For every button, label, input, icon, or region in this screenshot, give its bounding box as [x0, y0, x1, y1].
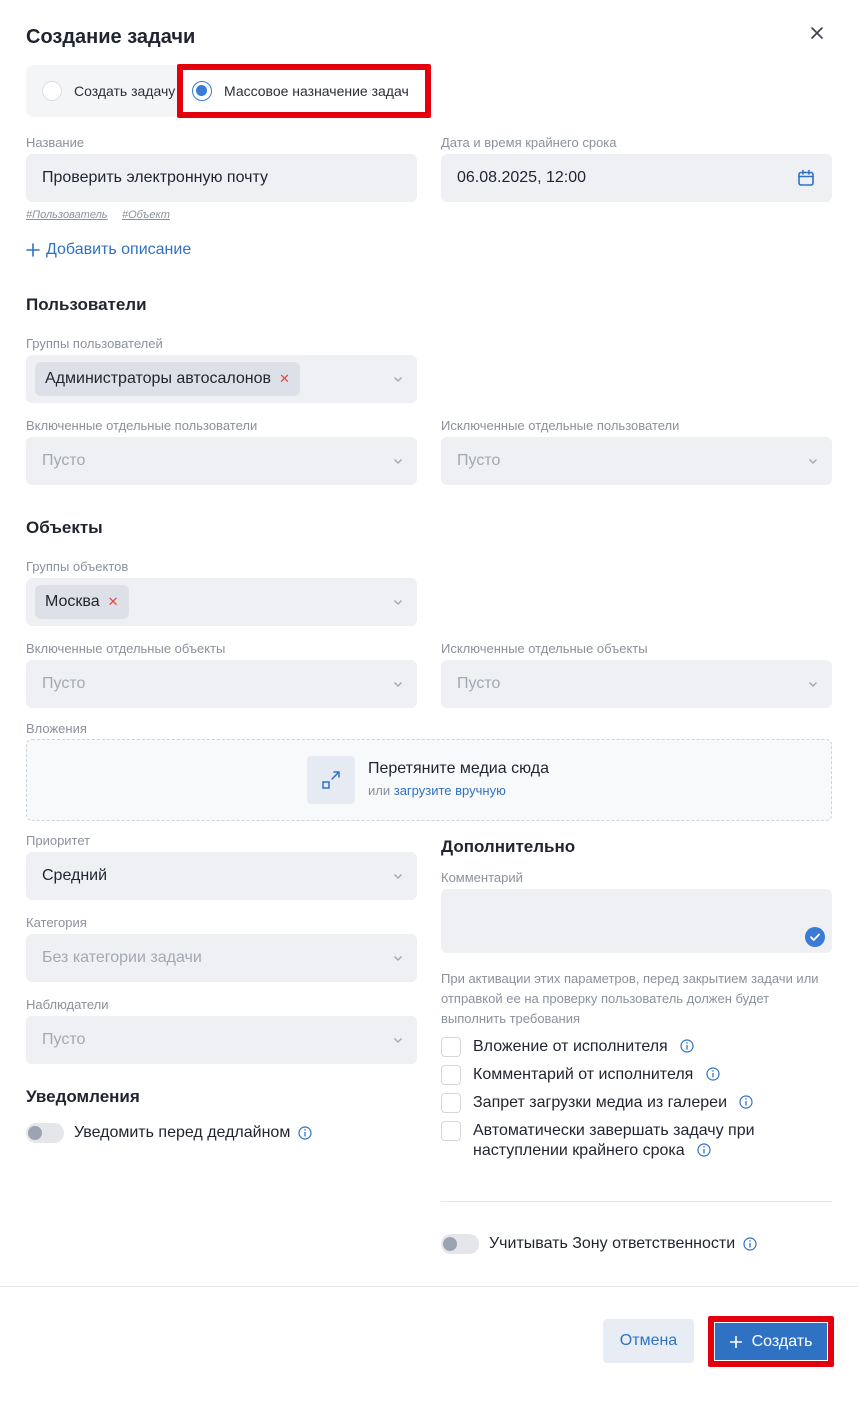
name-input[interactable] — [26, 154, 417, 202]
observers-select[interactable] — [26, 1016, 417, 1064]
priority-value: Средний — [42, 867, 108, 884]
dialog-title: Создание задачи — [26, 26, 196, 48]
object-groups-select[interactable] — [26, 578, 417, 626]
mode-mass-label: Массовое назначение задач — [224, 83, 409, 99]
excluded-users-value: Пусто — [457, 452, 501, 469]
requirements-hint: При активации этих параметров, перед закрытием задачи или отправкой ее на проверку пользователь должен будет выполнить требования — [441, 971, 819, 1026]
add-description-label: Добавить описание — [46, 241, 192, 258]
info-icon[interactable] — [298, 1126, 312, 1140]
tag-object-link[interactable]: #Объект — [122, 209, 170, 221]
users-section-title: Пользователи — [26, 295, 147, 314]
footer-divider — [0, 1286, 858, 1287]
remove-chip-icon[interactable]: ✕ — [107, 594, 119, 609]
chevron-down-icon — [393, 375, 403, 383]
dropzone-or: или — [368, 783, 391, 798]
included-objects-value: Пусто — [42, 675, 86, 692]
object-group-chip-label: Москва — [45, 593, 100, 610]
check-label-autocomplete: Автоматически завершать задачу при наступлении крайнего срока — [473, 1122, 755, 1159]
checkbox-comment[interactable] — [441, 1065, 461, 1085]
excluded-objects-select[interactable] — [441, 660, 832, 708]
deadline-notify-row — [26, 1123, 312, 1143]
check-label-attachment: Вложение от исполнителя — [473, 1038, 668, 1055]
included-users-select[interactable] — [26, 437, 417, 485]
check-row-attachment — [441, 1037, 694, 1057]
comment-label: Комментарий — [441, 870, 523, 885]
excluded-objects-value: Пусто — [457, 675, 501, 692]
chevron-down-icon — [808, 457, 818, 465]
user-groups-label: Группы пользователей — [26, 336, 163, 351]
zone-row — [441, 1234, 757, 1254]
check-row-autocomplete — [441, 1121, 781, 1161]
info-icon[interactable] — [680, 1039, 694, 1053]
category-label: Категория — [26, 915, 87, 930]
extra-section-title: Дополнительно — [441, 837, 576, 856]
mode-single-label: Создать задачу — [74, 83, 176, 99]
chevron-down-icon — [808, 680, 818, 688]
upload-manually-link[interactable]: загрузите вручную — [393, 783, 506, 798]
chevron-down-icon — [393, 680, 403, 688]
observers-label: Наблюдатели — [26, 997, 109, 1012]
observers-value: Пусто — [42, 1031, 86, 1048]
user-groups-select[interactable] — [26, 355, 417, 403]
object-groups-label: Группы объектов — [26, 559, 129, 574]
plus-icon — [26, 243, 40, 257]
highlight-mass-mode — [177, 64, 431, 118]
check-row-comment — [441, 1065, 720, 1085]
radio-single[interactable] — [42, 81, 62, 101]
deadline-notify-toggle[interactable] — [26, 1123, 64, 1143]
tag-user-link[interactable]: #Пользователь — [26, 209, 108, 221]
notifications-section-title: Уведомления — [26, 1087, 140, 1106]
deadline-label: Дата и время крайнего срока — [441, 135, 617, 150]
deadline-notify-label: Уведомить перед дедлайном — [74, 1124, 291, 1141]
zone-toggle-label: Учитывать Зону ответственности — [489, 1235, 736, 1252]
objects-section-title: Объекты — [26, 518, 103, 537]
attachments-label: Вложения — [26, 721, 87, 736]
cancel-button[interactable]: Отмена — [603, 1319, 694, 1363]
calendar-icon[interactable] — [797, 169, 815, 192]
extra-divider — [441, 1201, 832, 1202]
remove-chip-icon[interactable]: ✕ — [279, 371, 290, 386]
deadline-value: 06.08.2025, 12:00 — [457, 169, 587, 186]
info-icon[interactable] — [697, 1143, 711, 1157]
excluded-users-select[interactable] — [441, 437, 832, 485]
media-dropzone[interactable] — [26, 739, 832, 821]
check-circle-icon — [805, 927, 825, 947]
zone-toggle[interactable] — [441, 1234, 479, 1254]
check-label-comment: Комментарий от исполнителя — [473, 1066, 694, 1083]
name-value: Проверить электронную почту — [42, 169, 268, 186]
chevron-down-icon — [393, 457, 403, 465]
object-group-chip — [35, 585, 129, 619]
included-users-label: Включенные отдельные пользователи — [26, 418, 258, 433]
info-icon[interactable] — [739, 1095, 753, 1109]
category-select[interactable] — [26, 934, 417, 982]
comment-textarea[interactable] — [441, 889, 832, 953]
checkbox-gallery[interactable] — [441, 1093, 461, 1113]
dropzone-title: Перетяните медиа сюда — [368, 760, 549, 777]
plus-icon — [730, 1336, 742, 1348]
user-group-chip — [35, 362, 300, 396]
chevron-down-icon — [393, 598, 403, 606]
name-label: Название — [26, 135, 85, 150]
chevron-down-icon — [393, 954, 403, 962]
create-button-label: Создать — [751, 1332, 813, 1350]
chevron-down-icon — [393, 872, 403, 880]
included-objects-label: Включенные отдельные объекты — [26, 641, 226, 656]
check-label-gallery: Запрет загрузки медиа из галереи — [473, 1094, 728, 1111]
deadline-input[interactable] — [441, 154, 832, 202]
info-icon[interactable] — [743, 1237, 757, 1251]
excluded-objects-label: Исключенные отдельные объекты — [441, 641, 648, 656]
checkbox-autocomplete[interactable] — [441, 1121, 461, 1141]
mode-single-option[interactable] — [42, 65, 175, 117]
chevron-down-icon — [393, 1036, 403, 1044]
expand-icon — [307, 756, 355, 804]
included-users-value: Пусто — [42, 452, 86, 469]
included-objects-select[interactable] — [26, 660, 417, 708]
excluded-users-label: Исключенные отдельные пользователи — [441, 418, 680, 433]
check-row-gallery — [441, 1093, 753, 1113]
priority-select[interactable] — [26, 852, 417, 900]
create-button[interactable] — [715, 1323, 827, 1360]
close-icon[interactable] — [806, 22, 828, 44]
user-group-chip-label: Администраторы автосалонов — [45, 370, 272, 387]
category-value: Без категории задачи — [42, 949, 202, 966]
info-icon[interactable] — [706, 1067, 720, 1081]
add-description-button[interactable] — [26, 241, 191, 259]
priority-label: Приоритет — [26, 833, 91, 848]
checkbox-attachment[interactable] — [441, 1037, 461, 1057]
dropzone-subtitle — [368, 783, 506, 798]
